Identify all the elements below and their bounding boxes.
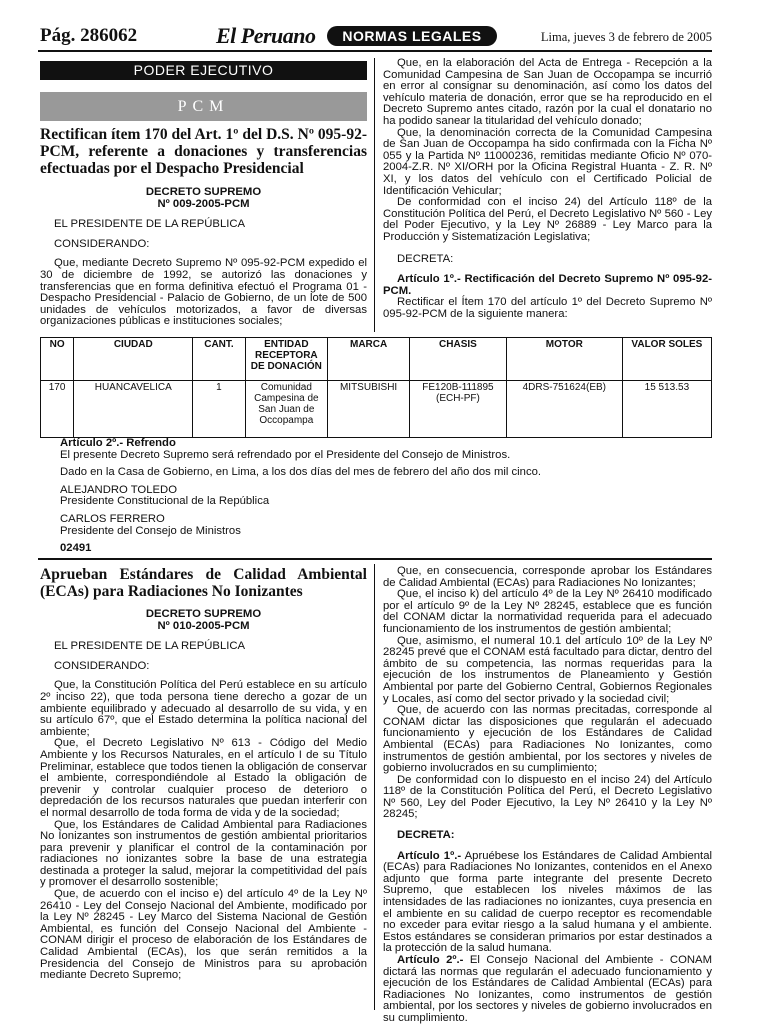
table-header-cell: CANT.	[193, 338, 245, 381]
doc2-article1	[383, 851, 712, 955]
doc2-paragraph-9: De conformidad con lo dispuesto en el inciso 24) del Artículo 118º de la Constitución Política del Perú, el Decreto Legislativo Nº 560, Ley del Poder Ejecutivo, la Ley Nº 26410 y la Ley Nº 28245;	[383, 773, 712, 821]
signature-1-title: Presidente Constitucional de la República	[60, 495, 270, 508]
doc1-decree-line1: DECRETO SUPREMO	[145, 186, 262, 198]
doc1-article1-text: Rectificar el Ítem 170 del artículo 1º del Decreto Supremo Nº 095-92-PCM de la siguiente manera:	[383, 296, 712, 320]
table-header-cell: NO	[41, 338, 74, 381]
table-header-cell: MARCA	[328, 338, 410, 381]
table-header-cell: ENTIDAD RECEPTORA DE DONACIÓN	[245, 338, 328, 381]
table-cell: HUANCAVELICA	[74, 381, 193, 438]
signature-2-title: Presidente del Consejo de Ministros	[60, 524, 241, 537]
doc1-closing	[60, 438, 712, 555]
doc1-code: 02491	[60, 542, 92, 555]
doc2-decree-line1: DECRETO SUPREMO	[145, 608, 262, 620]
doc2-paragraph-4: Que, de acuerdo con el inciso e) del artículo 4º de la Ley Nº 26410 - Ley del Consejo Nacional del Ambiente, modificado por la Ley Nº 28245 - Ley Marco del Sistema Nacional de Gestión Ambiental, es función del Consejo Nacional del Ambiente - CONAM dirigir el proceso de elaboración de los Estándares de Calidad Ambiental (ECAs), los que serán remitidos a la Presidencia del Consejo de Ministros para su aprobación mediante Decreto Supremo;	[40, 888, 367, 982]
table-cell: 170	[41, 381, 74, 438]
vehicle-table	[40, 337, 712, 438]
section-pcm: PCM	[40, 92, 367, 121]
column-divider-2	[374, 564, 375, 1010]
table-cell: 15 513.53	[622, 381, 711, 438]
table-header-cell: VALOR SOLES	[622, 338, 711, 381]
doc1-paragraph-1: Que, mediante Decreto Supremo Nº 095-92-PCM expedido el 30 de diciembre de 1992, se autorizó las donaciones y transferencias que en forma definitiva efectuó el Programa 01 - Despacho Presidencial - Palacio de Gobierno, de un lote de 500 unidades de vehículos motorizados, a favor de diversas organizaciones públicas e instituciones sociales;	[40, 257, 367, 328]
doc1-president: EL PRESIDENTE DE LA REPÚBLICA	[54, 218, 246, 231]
doc1-article2-title: Artículo 2º.- Refrendo	[60, 437, 176, 449]
page-header	[38, 22, 712, 48]
table-cell: Comunidad Campesina de San Juan de Occopampa	[245, 381, 328, 438]
doc2-article1-text: Apruébese los Estándares de Calidad Ambiental (ECAs) para Radiaciones No Ionizantes, contenidos en el Anexo adjunto que forma parte integrante del presente Decreto Supremo, que establecen los niveles máximos de las intensidades de las radiaciones no ionizantes, cuya presencia en el ambiente en su calidad de cuerpo receptor es recomendable no exceder para evitar riesgo a la salud humana y el ambiente. Estos estándares se consideran primarios por estar destinados a la protección de la salud humana.	[383, 849, 712, 955]
doc1-article2-text: El presente Decreto Supremo será refrendado por el Presidente del Consejo de Ministros.	[60, 448, 511, 461]
doc2-decreta: DECRETA:	[397, 829, 455, 842]
doc2-left-column	[40, 566, 367, 982]
table-cell: MITSUBISHI	[328, 381, 410, 438]
doc2-paragraph-3: Que, los Estándares de Calidad Ambiental para Radiaciones No Ionizantes son instrumentos de gestión ambiental prioritarios para prevenir y planificar el control de la contaminación por radiaciones no ionizantes sobre la base de una estrategia destinada a proteger la salud, mejorar la competitividad del país y promover el desarrollo sostenible;	[40, 818, 367, 889]
doc1-decreta: DECRETA:	[397, 252, 454, 265]
doc1-article1-title: Artículo 1º.- Rectificación del Decreto Supremo Nº 095-92-PCM.	[383, 273, 712, 297]
doc2-president: EL PRESIDENTE DE LA REPÚBLICA	[54, 640, 246, 653]
doc1-left-column	[40, 126, 367, 328]
doc2-considerando: CONSIDERANDO:	[54, 659, 150, 672]
section-rule	[38, 558, 712, 560]
header-rule	[38, 50, 712, 52]
table-header-cell: MOTOR	[506, 338, 622, 381]
doc2-article1-title: Artículo 1º.-	[397, 849, 462, 862]
doc2-paragraph-5: Que, en consecuencia, corresponde aprobar los Estándares de Calidad Ambiental (ECAs) para Radiaciones No Ionizantes;	[383, 565, 712, 589]
signature-1-name: ALEJANDRO TOLEDO	[60, 483, 177, 496]
doc2-paragraph-1: Que, la Constitución Política del Perú establece en su artículo 2º inciso 22), que toda persona tiene derecho a gozar de un ambiente equilibrado y adecuado al desarrollo de su vida, y en su artículo 67º, que el Estado determina la política nacional del ambiente;	[40, 679, 367, 738]
doc2-article2-text: El Consejo Nacional del Ambiente - CONAM dictará las normas que regularán el adecuado funcionamiento y ejecución de los Estándares de Calidad Ambiental (ECAs) para Radiaciones No Ionizantes, como instrumentos de gestión ambiental, por los sectores y niveles de gobierno involucrados en su cumplimiento.	[383, 954, 712, 1024]
table-cell: 4DRS-751624(EB)	[506, 381, 622, 438]
doc2-article2-title: Artículo 2º.-	[397, 954, 464, 966]
page-number: Pág. 286062	[40, 25, 138, 46]
table-header-row	[41, 338, 712, 381]
doc1-dado: Dado en la Casa de Gobierno, en Lima, a los dos días del mes de febrero del año dos mil cinco.	[60, 466, 542, 479]
doc2-article2	[383, 955, 712, 1025]
doc2-paragraph-6: Que, el inciso k) del artículo 4º de la Ley Nº 26410 modificado por el artículo 9º de la Ley Nº 28245, establece que es función del CONAM dictar la normatividad requerida para el adecuado funcionamiento de los instrumentos de gestión ambiental;	[383, 588, 712, 635]
doc1-paragraph-3: Que, la denominación correcta de la Comunidad Campesina de San Juan de Occopampa ha sido confirmada con la Ficha Nº 055 y la Partida Nº 11000236, remitidas mediante Oficio Nº 070-2004-Z.R. Nº XI/ORH por la Oficina Registral Huanta - Z. R. Nº XI, y los datos del vehículo con el Certificado Policial de Identificación Vehicular;	[383, 126, 712, 197]
section-badge: NORMAS LEGALES	[327, 26, 497, 46]
signature-2-name: CARLOS FERRERO	[60, 512, 165, 525]
doc2-paragraph-8: Que, de acuerdo con las normas precitadas, corresponde al CONAM dictar las disposiciones que regularán el adecuado funcionamiento y ejecución de los Estándares de Calidad Ambiental (ECAs) para Radiaciones No Ionizantes, como instrumentos de gestión ambiental, por los sectores y niveles de gobierno involucrados en su cumplimiento;	[383, 704, 712, 775]
header-date: Lima, jueves 3 de febrero de 2005	[540, 30, 712, 44]
table-cell: 1	[193, 381, 245, 438]
column-divider	[374, 58, 375, 332]
doc1-paragraph-4: De conformidad con el inciso 24) del Artículo 118º de la Constitución Política del Perú, el Decreto Legislativo Nº 560 - Ley del Poder Ejecutivo, y la Ley Nº 26889 - Ley Marco para la Producción y Sistematización Legislativa;	[383, 196, 712, 243]
table-row	[41, 381, 712, 438]
doc2-paragraph-2: Que, el Decreto Legislativo Nº 613 - Código del Medio Ambiente y los Recursos Naturales, en el artículo I de su Título Preliminar, establece que todos tienen la obligación de conservar el ambiente, correspondiéndole al Estado la obligación de prevenir y controlar cualquier proceso de deterioro o depredación de los recursos naturales que puedan interferir con el normal desarrollo de toda forma de vida y de la sociedad;	[40, 737, 367, 819]
doc1-considerando: CONSIDERANDO:	[54, 237, 150, 250]
doc1-paragraph-2: Que, en la elaboración del Acta de Entrega - Recepción a la Comunidad Campesina de San Juan de Occopampa se incurrió en error al consignar su denominación, así como los datos del vehículo materia de donación, error que se ha reproducido en el Decreto Supremo antes citado, razón por la cual el donatario no ha podido sanear la titularidad del vehículo donado;	[383, 57, 712, 127]
doc2-right-column	[383, 566, 712, 1025]
doc2-paragraph-7: Que, asimismo, el numeral 10.1 del artículo 10º de la Ley Nº 28245 prevé que el CONAM está facultado para dictar, dentro del ámbito de su competencia, las normas requeridas para la ejecución de los instrumentos de Planeamiento y Gestión Ambiental por parte del Gobierno Central, Gobiernos Regionales y Locales, así como del sector privado y la sociedad civil;	[383, 634, 712, 705]
table-header-cell: CHASIS	[410, 338, 507, 381]
doc2-decree-line2: Nº 010-2005-PCM	[157, 619, 250, 632]
doc1-title: Rectifican ítem 170 del Art. 1º del D.S. Nº 095-92-PCM, referente a donaciones y transferencias efectuadas por el Despacho Presidencial	[40, 126, 367, 177]
table-cell: FE120B-111895 (ECH-PF)	[410, 381, 507, 438]
section-poder-ejecutivo: PODER EJECUTIVO	[40, 61, 367, 80]
doc1-decree-line2: Nº 009-2005-PCM	[157, 197, 250, 210]
doc1-right-column	[383, 58, 712, 320]
table-header-cell: CIUDAD	[74, 338, 193, 381]
doc2-title: Aprueban Estándares de Calidad Ambiental (ECAs) para Radiaciones No Ionizantes	[40, 566, 367, 600]
newspaper-logo: El Peruano	[216, 23, 316, 48]
